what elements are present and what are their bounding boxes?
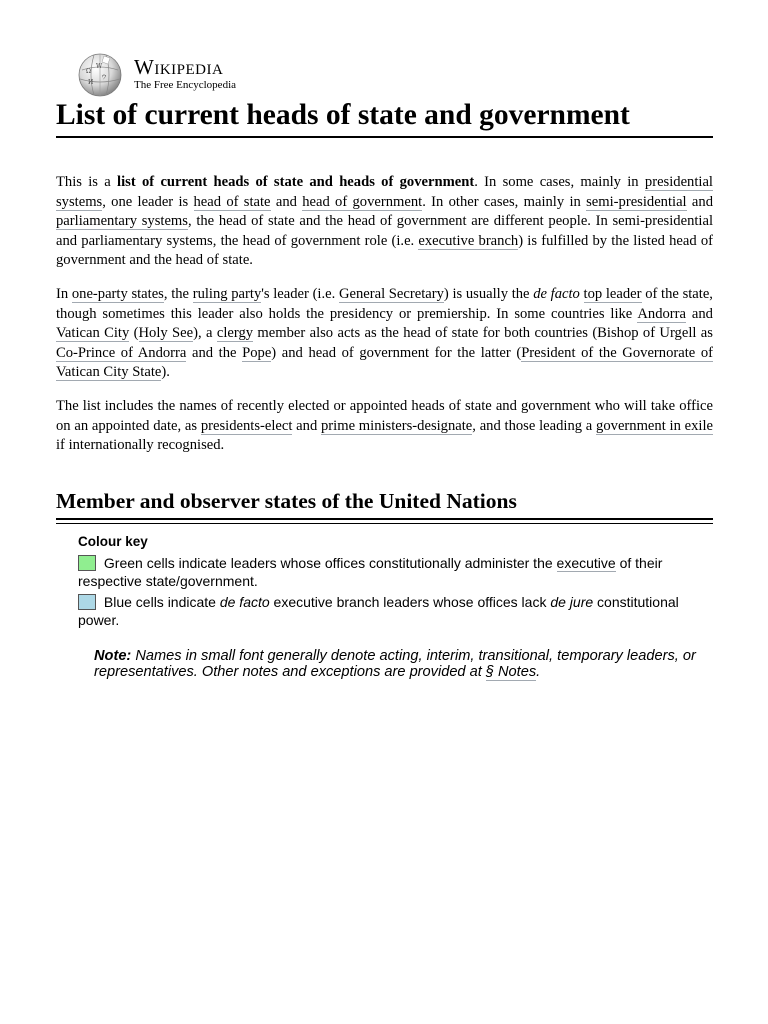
wordmark[interactable] bbox=[134, 56, 236, 91]
link-executive[interactable]: executive bbox=[556, 555, 616, 571]
italic-text: de jure bbox=[550, 594, 594, 610]
link-government-in-exile[interactable]: government in exile bbox=[596, 417, 713, 434]
link-presidential-systems[interactable]: presidential systems bbox=[56, 174, 713, 210]
link-president-governorate-vatican[interactable]: President of the Governorate of Vatican City State bbox=[56, 344, 714, 380]
colour-key-title: Colour key bbox=[78, 534, 148, 549]
text: ) is usually the bbox=[443, 286, 534, 302]
svg-text:Ω: Ω bbox=[86, 68, 91, 75]
text: , the head of state and the head of government are different people. In semi-presidential and parliamentary systems, the head of government role (i.e. bbox=[56, 213, 714, 249]
text: ) and head of government for the latter ( bbox=[271, 344, 522, 361]
text: member also acts as the head of state for both countries (Bishop of Urgell as bbox=[253, 325, 713, 341]
puzzle-globe-icon bbox=[74, 52, 126, 98]
text: 's leader (i.e. bbox=[261, 286, 339, 302]
text: ( bbox=[129, 325, 139, 341]
note-label: Note: bbox=[94, 648, 132, 664]
page-title: List of current heads of state and government bbox=[56, 96, 713, 138]
intro-paragraph-3 bbox=[56, 397, 713, 456]
text: ), a bbox=[193, 325, 217, 341]
text: constitutional power. bbox=[78, 594, 679, 628]
bold-text: list of current heads of state and heads of government bbox=[117, 174, 475, 190]
link-co-prince-of-andorra[interactable]: Co-Prince of Andorra bbox=[56, 344, 187, 361]
wikipedia-globe-logo[interactable] bbox=[74, 52, 126, 98]
text: , one leader is bbox=[102, 193, 194, 210]
text: Green cells indicate leaders whose offices constitutionally administer the bbox=[100, 555, 557, 571]
text: executive branch leaders whose offices lack bbox=[269, 594, 551, 610]
svg-text:И: И bbox=[88, 79, 94, 86]
svg-text:ウ: ウ bbox=[101, 74, 108, 81]
italic-text: de facto bbox=[533, 286, 580, 302]
wordmark-tagline: The Free Encyclopedia bbox=[134, 79, 237, 91]
text: . In some cases, mainly in bbox=[474, 174, 645, 190]
link-one-party-states[interactable]: one-party states bbox=[71, 286, 164, 302]
text: Blue cells indicate bbox=[100, 594, 220, 610]
link-head-of-state[interactable]: head of state bbox=[193, 193, 271, 210]
text: if internationally recognised. bbox=[56, 437, 225, 453]
text: and bbox=[270, 193, 303, 210]
link-executive-branch[interactable]: executive branch bbox=[418, 232, 519, 249]
link-vatican-city[interactable]: Vatican City bbox=[56, 325, 130, 341]
colour-key-blue-row bbox=[78, 593, 698, 629]
link-pope[interactable]: Pope bbox=[242, 344, 272, 361]
text: Names in small font generally denote acting, interim, transitional, temporary leaders, or representatives. Other notes and exceptions are provided at bbox=[94, 648, 696, 680]
section-heading: Member and observer states of the United Nations bbox=[56, 487, 713, 520]
text: This is a bbox=[56, 174, 118, 190]
blue-swatch bbox=[78, 594, 96, 610]
intro-paragraph-2 bbox=[56, 285, 713, 383]
text: and bbox=[686, 193, 713, 210]
section-divider bbox=[56, 523, 713, 524]
colour-key bbox=[78, 533, 698, 632]
text: The list includes the names of recently elected or appointed heads of state and government who will take office on an appointed date, as bbox=[56, 398, 713, 434]
link-ruling-party[interactable]: ruling party bbox=[192, 286, 262, 302]
text: and the bbox=[186, 344, 243, 361]
text: ) is fulfilled by the listed head of government and the head of state. bbox=[56, 232, 713, 268]
text: , and those leading a bbox=[472, 417, 597, 434]
green-swatch bbox=[78, 555, 96, 571]
link-clergy[interactable]: clergy bbox=[216, 325, 254, 341]
intro-paragraph-1 bbox=[56, 173, 713, 271]
svg-text:W: W bbox=[96, 63, 103, 70]
text: . bbox=[536, 664, 541, 680]
note bbox=[94, 648, 724, 680]
link-andorra[interactable]: Andorra bbox=[637, 305, 687, 322]
text bbox=[580, 286, 584, 302]
link-head-of-government[interactable]: head of government bbox=[302, 193, 423, 210]
link-presidents-elect[interactable]: presidents-elect bbox=[200, 417, 293, 434]
text: and bbox=[686, 305, 713, 322]
colour-key-green-row bbox=[78, 554, 698, 590]
link-parliamentary-systems[interactable]: parliamentary systems bbox=[56, 213, 188, 229]
text: of their respective state/government. bbox=[78, 555, 663, 589]
text: . In other cases, mainly in bbox=[422, 193, 587, 210]
text: ). bbox=[161, 364, 170, 380]
link-notes-section[interactable]: § Notes bbox=[485, 664, 537, 680]
link-general-secretary[interactable]: General Secretary bbox=[338, 286, 444, 302]
text: , the bbox=[163, 286, 193, 302]
link-semi-presidential[interactable]: semi-presidential bbox=[586, 193, 687, 210]
link-prime-ministers-designate[interactable]: prime ministers-designate bbox=[321, 417, 473, 434]
text: of the state, though sometimes this leader also holds the presidency or premiership. In some countries like bbox=[56, 286, 713, 322]
link-top-leader[interactable]: top leader bbox=[583, 286, 642, 302]
text: and bbox=[292, 417, 321, 434]
wordmark-name: Wikipedia bbox=[134, 55, 224, 79]
italic-text: de facto bbox=[219, 594, 270, 610]
text: In bbox=[56, 286, 72, 302]
link-holy-see[interactable]: Holy See bbox=[138, 325, 194, 341]
